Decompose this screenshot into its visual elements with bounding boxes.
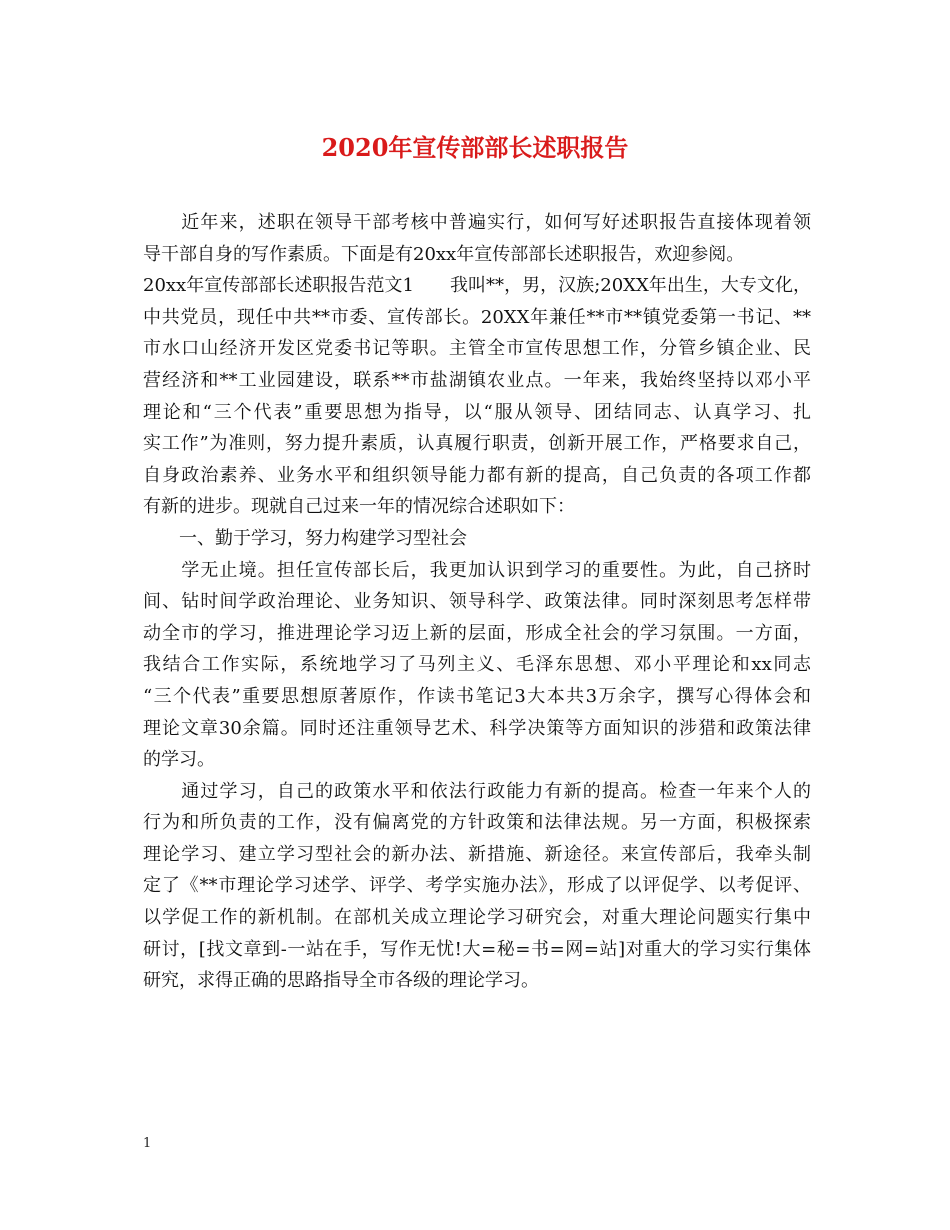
body-line: 行为和所负责的工作，没有偏离党的方针政策和法律法规。另一方面，积极探索: [143, 812, 811, 834]
body-line: 我结合工作实际，系统地学习了马列主义、毛泽东思想、邓小平理论和xx同志: [143, 654, 811, 676]
body-line: 通过学习，自己的政策水平和依法行政能力有新的提高。检查一年来个人的: [143, 780, 811, 802]
body-line: 理论学习、建立学习型社会的新办法、新措施、新途径。来宣传部后，我牵头制: [143, 843, 811, 865]
document-title: 2020年宣传部部长述职报告: [321, 133, 629, 162]
body-line: 研究，求得正确的思路指导全市各级的理论学习。: [143, 970, 539, 992]
body-line: 的学习。: [143, 749, 215, 771]
body-line: 间、钻时间学政治理论、业务知识、领导科学、政策法律。同时深刻思考怎样带: [143, 591, 811, 613]
page-number: 1: [143, 1136, 152, 1151]
body-line: 有新的进步。现就自己过来一年的情况综合述职如下：: [143, 496, 575, 518]
body-line: 实工作”为准则，努力提升素质，认真履行职责，创新开展工作，严格要求自己，: [143, 433, 811, 455]
document-body: [143, 207, 811, 997]
body-line: 理论和“三个代表”重要思想为指导，以“服从领导、团结同志、认真学习、扎: [143, 401, 811, 423]
body-line: 近年来，述职在领导干部考核中普遍实行，如何写好述职报告直接体现着领: [143, 212, 811, 233]
body-line: 定了《**市理论学习述学、评学、考学实施办法》，形成了以评促学、以考促评、: [143, 875, 811, 897]
body-line: 动全市的学习，推进理论学习迈上新的层面，形成全社会的学习氛围。一方面，: [143, 622, 811, 644]
body-line: 学无止境。担任宣传部长后，我更加认识到学习的重要性。为此，自己挤时: [143, 559, 811, 581]
body-line: 研讨，[找文章到-一站在手，写作无忧!大=秘=书=网=站]对重大的学习实行集体: [143, 938, 811, 960]
body-line: 中共党员，现任中共**市委、宣传部长。20XX年兼任**市**镇党委第一书记、**: [143, 306, 811, 328]
body-line: 营经济和**工业园建设，联系**市盐湖镇农业点。一年来，我始终坚持以邓小平: [143, 369, 811, 391]
body-line: 导干部自身的写作素质。下面是有20xx年宣传部部长述职报告，欢迎参阅。: [143, 243, 745, 265]
section-heading: 一、勤于学习，努力构建学习型社会: [143, 527, 467, 549]
body-line: 自身政治素养、业务水平和组织领导能力都有新的提高，自己负责的各项工作都: [143, 464, 811, 486]
body-line: “三个代表”重要思想原著原作，作读书笔记3大本共3万余字，撰写心得体会和: [143, 685, 811, 707]
body-line: 理论文章30余篇。同时还注重领导艺术、科学决策等方面知识的涉猎和政策法律: [143, 717, 811, 739]
body-line: 以学促工作的新机制。在部机关成立理论学习研究会，对重大理论问题实行集中: [143, 907, 811, 929]
body-line: 市水口山经济开发区党委书记等职。主管全市宣传思想工作，分管乡镇企业、民: [143, 338, 811, 360]
body-line: 20xx年宣传部部长述职报告范文1 我叫**，男，汉族;20XX年出生，大专文化，: [143, 275, 811, 297]
